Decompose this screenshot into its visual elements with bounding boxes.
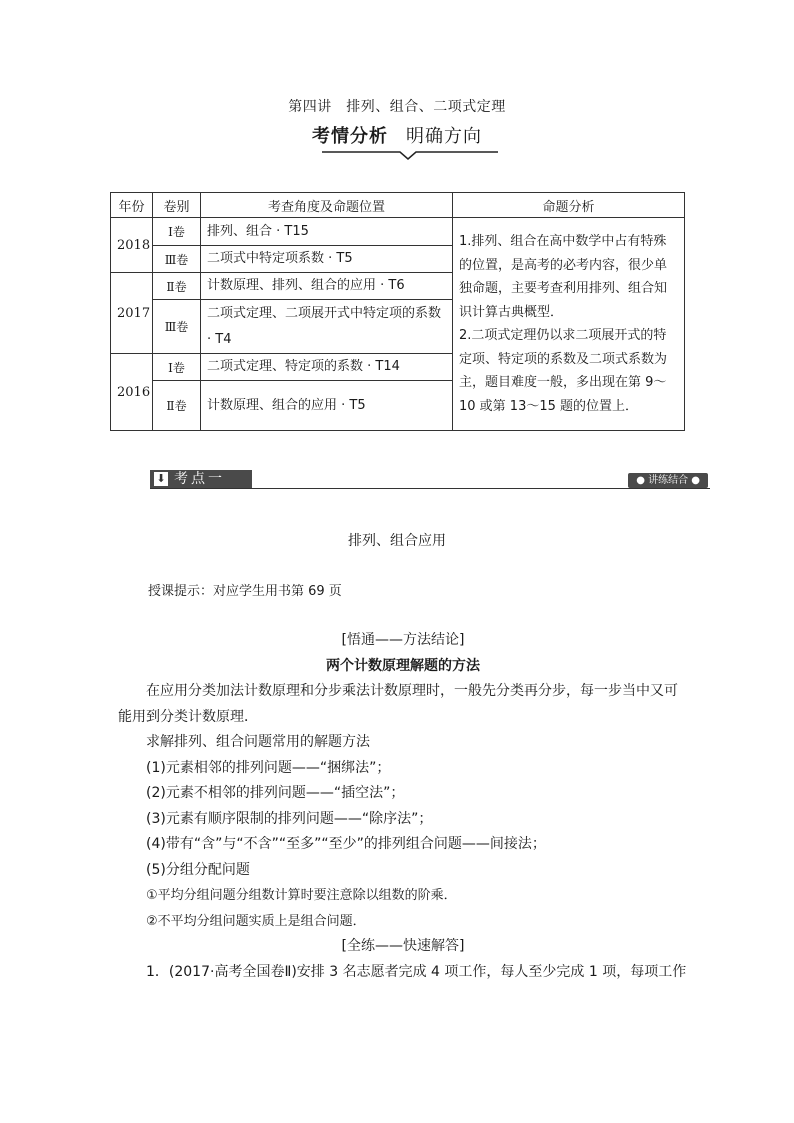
topic-cell: 排列、组合 · T15 [201, 218, 453, 246]
juan-cell: Ⅲ卷 [153, 300, 201, 354]
header-analysis: 命题分析 [453, 193, 685, 218]
methods-subtitle: 两个计数原理解题的方法 [326, 657, 480, 674]
analysis-point-1: 1.排列、组合在高中数学中占有特殊的位置，是高考的必考内容，很少单独命题，主要考查利用排列、组合知识计算古典概型． [459, 234, 668, 320]
juan-cell: Ⅰ卷 [153, 354, 201, 381]
exam-analysis-table [110, 192, 685, 431]
banner-main-title: 考情分析 [312, 126, 388, 147]
year-cell: 2018 [111, 218, 153, 273]
juan-cell: Ⅱ卷 [153, 381, 201, 431]
kaodian-tab [150, 470, 252, 488]
topic-cell: 计数原理、排列、组合的应用 · T6 [201, 273, 453, 300]
sub-item: ①平均分组问题分组数计算时要注意除以组数的阶乘． [146, 888, 457, 903]
methods-section [118, 628, 688, 985]
list-item: (3)元素有顺序限制的排列问题——“除序法”； [146, 810, 433, 827]
header-juan: 卷别 [153, 193, 201, 218]
banner-subtitle: 明确方向 [406, 126, 482, 147]
section-heading: 排列、组合应用 [348, 533, 446, 549]
mode-badge: ● 讲练结合 ● [628, 473, 708, 488]
juan-cell: Ⅱ卷 [153, 273, 201, 300]
list-item: (1)元素相邻的排列问题——“捆绑法”； [146, 759, 391, 776]
header-topic: 考查角度及命题位置 [201, 193, 453, 218]
topic-cell: 计数原理、组合的应用 · T5 [201, 381, 453, 431]
paragraph: 求解排列、组合问题常用的解题方法 [146, 734, 370, 750]
banner-underline [322, 150, 498, 160]
analysis-cell [453, 218, 685, 431]
header-year: 年份 [111, 193, 153, 218]
analysis-point-2: 2.二项式定理仍以求二项展开式的特定项、特定项的系数及二项式系数为主，题目难度一般，多出现在第 9～10 或第 13～15 题的位置上． [459, 328, 668, 414]
sub-item: ②不平均分组问题实质上是组合问题． [146, 913, 366, 929]
methods-title: [悟通——方法结论] [341, 632, 465, 648]
down-arrow-icon: ⬇ [154, 472, 168, 486]
kaodian-bar [150, 470, 710, 492]
list-item: (4)带有“含”与“不含”“至多”“至少”的排列组合问题——间接法； [146, 836, 546, 852]
juan-cell: Ⅲ卷 [153, 246, 201, 273]
list-item: (5)分组分配问题 [146, 861, 250, 878]
textbook-hint: 授课提示：对应学生用书第 69 页 [148, 584, 342, 599]
year-cell: 2016 [111, 354, 153, 431]
lecture-title: 第四讲 排列、组合、二项式定理 [288, 99, 506, 115]
topic-cell: 二项式定理、二项展开式中特定项的系数 · T4 [201, 300, 453, 354]
juan-cell: Ⅰ卷 [153, 218, 201, 246]
list-item: (2)元素不相邻的排列问题——“插空法”； [146, 785, 405, 801]
topic-cell: 二项式定理、特定项的系数 · T14 [201, 354, 453, 381]
topic-cell: 二项式中特定项系数 · T5 [201, 246, 453, 273]
year-cell: 2017 [111, 273, 153, 354]
kaodian-rule [150, 488, 710, 489]
question-1: 1．(2017·高考全国卷Ⅱ)安排 3 名志愿者完成 4 项工作，每人至少完成 1 项，每项工作 [146, 963, 687, 980]
paragraph: 在应用分类加法计数原理和分步乘法计数原理时，一般先分类再分步，每一步当中又可能用到分类计数原理． [118, 683, 678, 725]
kaodian-label: 考点一 [174, 471, 225, 487]
practice-title: [全练——快速解答] [341, 938, 465, 954]
section-banner [0, 122, 794, 158]
